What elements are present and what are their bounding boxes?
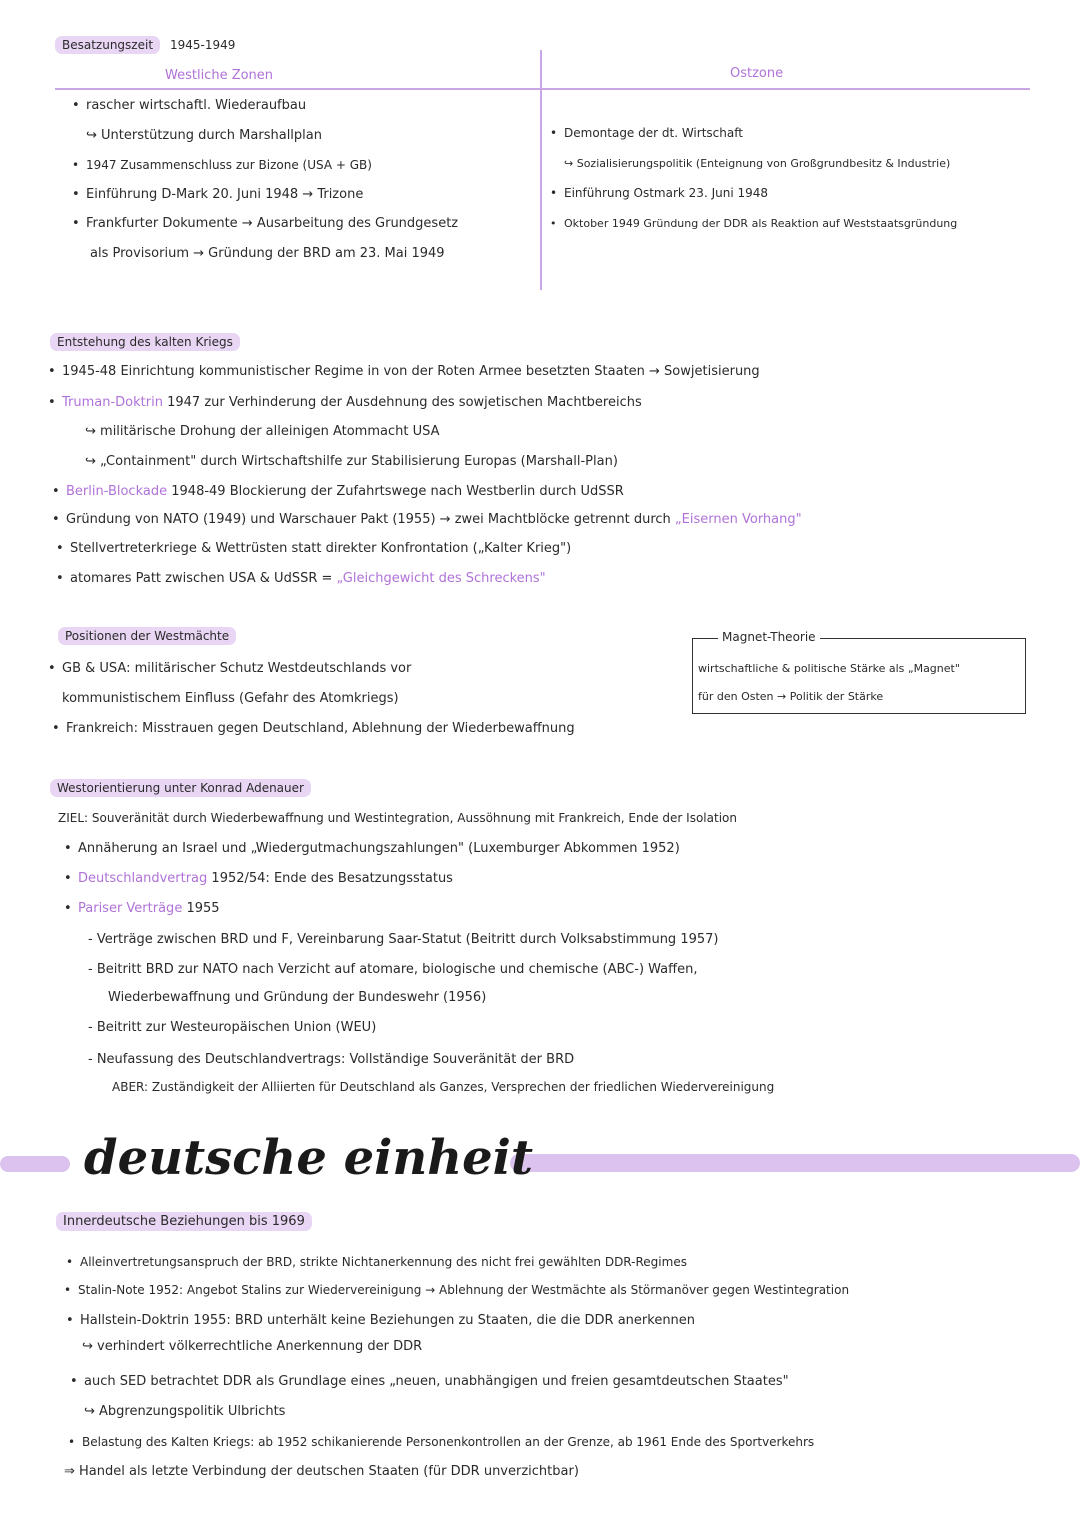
table-top-line	[55, 88, 1030, 90]
ost-heading: Ostzone	[730, 66, 784, 81]
ein-line-8: ⇒ Handel als letzte Verbindung der deutschen Staaten (für DDR unverzichtbar)	[64, 1464, 579, 1479]
west-item-5: • Frankfurter Dokumente → Ausarbeitung des Grundgesetz	[86, 216, 458, 231]
kk-line-1: • 1945-48 Einrichtung kommunistischer Regime in von der Roten Armee besetzten Staaten → Sowjetisierung	[62, 364, 760, 379]
ad-sub-4a: - Neufassung des Deutschlandvertrags: Vollständige Souveränität der BRD	[88, 1052, 575, 1067]
ad-line-3-rest: 1955	[186, 901, 220, 916]
ein-line-3: • Hallstein-Doktrin 1955: BRD unterhält keine Beziehungen zu Staaten, die die DDR anerkennen	[80, 1313, 695, 1328]
west-item-6: als Provisorium → Gründung der BRD am 23. Mai 1949	[90, 246, 445, 261]
besatzung-label: Besatzungszeit	[55, 36, 160, 54]
west-item-1: • rascher wirtschaftl. Wiederaufbau	[86, 98, 306, 113]
kk-heading: Entstehung des kalten Kriegs	[50, 333, 240, 351]
kk-line-8	[70, 571, 546, 586]
ad-ziel: ZIEL: Souveränität durch Wiederbewaffnung und Westintegration, Aussöhnung mit Frankreich, Ende der Isolation	[58, 811, 737, 825]
kk-line-8-main: atomares Patt zwischen USA & UdSSR =	[70, 571, 333, 586]
ad-sub-1: - Verträge zwischen BRD und F, Vereinbarung Saar-Statut (Beitritt durch Volksabstimmung 1957)	[88, 932, 719, 947]
deutschlandvertrag: Deutschlandvertrag	[78, 871, 208, 886]
kk-line-7: • Stellvertreterkriege & Wettrüsten statt direkter Konfrontation („Kalter Krieg")	[70, 541, 571, 556]
eiserner-vorhang: „Eisernen Vorhang"	[674, 512, 802, 527]
ad-line-2	[78, 871, 453, 886]
kk-line-2	[62, 395, 642, 410]
kk-line-3: ↪ militärische Drohung der alleinigen Atommacht USA	[85, 424, 440, 439]
pariser-vertraege: Pariser Verträge	[78, 901, 183, 916]
ein-line-2: • Stalin-Note 1952: Angebot Stalins zur Wiedervereinigung → Ablehnung der Westmächte als Störmanöver gegen Westintegration	[78, 1283, 849, 1297]
ein-line-4: ↪ verhindert völkerrechtliche Anerkennung der DDR	[82, 1339, 423, 1354]
ad-line-3	[78, 901, 220, 916]
west-item-2: ↪ Unterstützung durch Marshallplan	[86, 128, 322, 143]
besatzung-years: 1945-1949	[170, 38, 236, 52]
ad-line-2-rest: 1952/54: Ende des Besatzungsstatus	[211, 871, 453, 886]
ost-item-4: • Oktober 1949 Gründung der DDR als Reaktion auf Weststaatsgründung	[564, 217, 957, 230]
title-bar-left	[0, 1156, 70, 1172]
ad-sub-4b: ABER: Zuständigkeit der Alliierten für Deutschland als Ganzes, Versprechen der friedlichen Wiedervereinigung	[112, 1080, 775, 1094]
wm-line-1: • GB & USA: militärischer Schutz Westdeutschlands vor	[62, 661, 411, 676]
ad-sub-3: - Beitritt zur Westeuropäischen Union (WEU)	[88, 1020, 377, 1035]
wm-line-3: • Frankreich: Misstrauen gegen Deutschland, Ablehnung der Wiederbewaffnung	[66, 721, 575, 736]
ad-heading: Westorientierung unter Konrad Adenauer	[50, 779, 311, 797]
kk-line-2-rest: 1947 zur Verhinderung der Ausdehnung des sowjetischen Machtbereichs	[167, 395, 642, 410]
kk-line-5	[66, 484, 624, 499]
einheit-title: deutsche einheit	[84, 1130, 534, 1186]
ein-line-6: ↪ Abgrenzungspolitik Ulbrichts	[84, 1404, 286, 1419]
west-item-3: • 1947 Zusammenschluss zur Bizone (USA + GB)	[86, 158, 372, 172]
ost-item-3: • Einführung Ostmark 23. Juni 1948	[564, 186, 768, 200]
ad-sub-2b: Wiederbewaffnung und Gründung der Bundeswehr (1956)	[108, 990, 487, 1005]
table-divider	[540, 50, 542, 290]
ad-line-1: • Annäherung an Israel und „Wiedergutmachungszahlungen" (Luxemburger Abkommen 1952)	[78, 841, 680, 856]
west-item-4: • Einführung D-Mark 20. Juni 1948 → Trizone	[86, 187, 363, 202]
gleichgewicht-schrecken: „Gleichgewicht des Schreckens"	[336, 571, 546, 586]
wm-line-2: kommunistischem Einfluss (Gefahr des Atomkriegs)	[62, 691, 399, 706]
berlin-blockade: Berlin-Blockade	[66, 484, 168, 499]
kk-line-4: ↪ „Containment" durch Wirtschaftshilfe zur Stabilisierung Europas (Marshall-Plan)	[85, 454, 618, 469]
ost-item-2: ↪ Sozialisierungspolitik (Enteignung von Großgrundbesitz & Industrie)	[564, 157, 951, 170]
wm-heading: Positionen der Westmächte	[58, 627, 236, 645]
ein-line-1: • Alleinvertretungsanspruch der BRD, strikte Nichtanerkennung des nicht frei gewählten DDR-Regimes	[80, 1255, 687, 1269]
ost-item-1: • Demontage der dt. Wirtschaft	[564, 126, 743, 140]
kk-line-6	[66, 512, 802, 527]
west-heading: Westliche Zonen	[165, 68, 274, 83]
einheit-heading: Innerdeutsche Beziehungen bis 1969	[56, 1212, 312, 1231]
truman-doktrin: Truman-Doktrin	[62, 395, 163, 410]
ad-sub-2a: - Beitritt BRD zur NATO nach Verzicht auf atomare, biologische und chemische (ABC-) Waffen,	[88, 962, 698, 977]
kk-line-5-rest: 1948-49 Blockierung der Zufahrtswege nach Westberlin durch UdSSR	[171, 484, 624, 499]
ein-line-5: • auch SED betrachtet DDR als Grundlage eines „neuen, unabhängigen und freien gesamtdeutschen Staates"	[84, 1374, 789, 1389]
magnet-line-1: wirtschaftliche & politische Stärke als „Magnet"	[698, 662, 960, 675]
ein-line-7: • Belastung des Kalten Kriegs: ab 1952 schikanierende Personenkontrollen an der Grenze, ab 1961 Ende des Sportverkehrs	[82, 1435, 814, 1449]
magnet-title: Magnet-Theorie	[718, 630, 820, 644]
title-bar-right	[510, 1154, 1080, 1172]
magnet-line-2: für den Osten → Politik der Stärke	[698, 690, 884, 703]
kk-line-6-main: Gründung von NATO (1949) und Warschauer Pakt (1955) → zwei Machtblöcke getrennt durch	[66, 512, 671, 527]
